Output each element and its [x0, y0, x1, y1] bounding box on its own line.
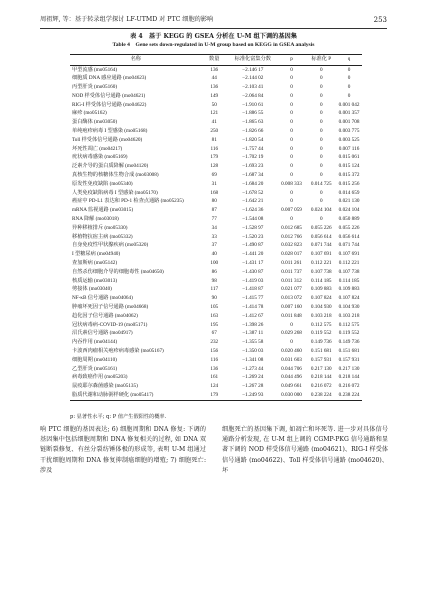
cell-count: 179 — [210, 391, 219, 398]
cell-nes: −1.687 34 — [242, 172, 264, 179]
cell-count: 116 — [210, 356, 219, 363]
cell-q: 0.151 681 — [338, 348, 360, 354]
table-header-row — [70, 55, 362, 66]
cell-p: 0.044 706 — [281, 365, 302, 372]
cell-q: 0.014 659 — [338, 189, 360, 196]
cell-nes: −1.350 03 — [242, 348, 264, 354]
cell-fdr: 0.109 883 — [310, 286, 332, 293]
cell-nes: −1.269 24 — [242, 374, 264, 381]
table-row — [70, 285, 362, 294]
col-header-nes: 标准化富集分数 — [234, 56, 271, 63]
cell-name: 细胞质 DNA 感应通路 (mo04623) — [72, 75, 147, 82]
cell-count: 156 — [210, 348, 219, 354]
cell-q: 0.149 736 — [338, 339, 360, 346]
cell-q: 0.107 824 — [338, 295, 360, 302]
cell-name: 沼氏素信号通路 (mo04917) — [72, 330, 133, 337]
cell-nes: −1.642 21 — [242, 198, 264, 205]
cell-q: 0.001 357 — [338, 110, 360, 117]
table-row — [70, 347, 362, 356]
cell-count: 121 — [210, 110, 219, 117]
cell-fdr: 0.024 104 — [310, 207, 332, 214]
cell-name: 病毒致癌作用 (mo05203) — [72, 374, 128, 381]
cell-count: 250 — [210, 128, 219, 135]
col-header-q: q — [347, 56, 351, 63]
cell-q: 0.103 218 — [338, 312, 360, 319]
table-row — [70, 180, 362, 189]
cell-p: 0 — [290, 84, 293, 91]
table-row — [70, 365, 362, 374]
cell-count: 33 — [211, 233, 217, 240]
cell-count: 86 — [211, 268, 217, 275]
cell-nes: −1.414 78 — [242, 304, 264, 311]
cell-count: 136 — [210, 84, 219, 91]
table-row — [70, 171, 362, 180]
cell-q: 0.114 185 — [338, 277, 360, 284]
cell-p: 0.030 000 — [281, 391, 302, 398]
table-caption-en: Table 4 Gene sets down-regulated in U-M group based on KEGG in GSEA analysis — [112, 42, 315, 48]
table-row — [70, 153, 362, 162]
cell-fdr: 0.056 614 — [310, 233, 332, 240]
cell-fdr: 0.107 738 — [310, 268, 332, 275]
cell-name: 乙型肝炎 (mo05161) — [72, 365, 118, 372]
cell-name: I 型糖尿病 (mo04940) — [72, 251, 121, 258]
cell-name: RIG-I 样受体信号通路 (mo04622) — [72, 101, 147, 108]
table-row — [70, 233, 362, 242]
table-row — [70, 250, 362, 259]
cell-q: 0.015 372 — [338, 172, 360, 179]
cell-count: 195 — [210, 321, 219, 328]
cell-fdr: 0 — [319, 92, 323, 99]
table-row — [70, 356, 362, 365]
cell-fdr: 0.055 226 — [310, 224, 332, 231]
cell-p: 0 — [290, 189, 293, 196]
cell-nes: −1.415 77 — [242, 295, 264, 302]
cell-p: 0.032 823 — [281, 242, 302, 249]
cell-name: 泛素介导的蛋白质降解 (mo04120) — [72, 163, 149, 170]
cell-name: 脂质代谢和动脉粥样硬化 (mo05417) — [72, 391, 154, 398]
table-row — [70, 224, 362, 233]
table-row — [70, 92, 362, 101]
table-note: p: 显著性水平; q: P 值产生假阳性的概率. — [70, 414, 167, 420]
cell-nes: −1.528 97 — [242, 224, 264, 231]
col-header-p: p — [290, 56, 293, 63]
cell-fdr: 0.119 552 — [310, 330, 332, 337]
cell-q: 0.050 889 — [338, 216, 360, 223]
cell-fdr: 0.238 224 — [310, 391, 332, 398]
cell-count: 163 — [210, 312, 219, 319]
cell-p: 0.007 059 — [281, 207, 302, 214]
cell-count: 136 — [210, 365, 219, 372]
cell-nes: −1.678 52 — [242, 189, 264, 196]
cell-nes: −1.820 54 — [242, 136, 264, 143]
cell-fdr: 0.217 130 — [310, 365, 332, 372]
cell-p: 0.020 460 — [281, 348, 302, 354]
cell-q: 0.003 775 — [338, 128, 360, 135]
cell-p: 0 — [290, 101, 293, 108]
cell-name: 肿瘤坏死因子信号通路 (mo04668) — [72, 304, 149, 311]
cell-count: 168 — [210, 189, 219, 196]
cell-p: 0.012 685 — [281, 224, 302, 231]
cell-fdr: 0.014 725 — [310, 180, 332, 187]
cell-count: 105 — [210, 304, 219, 311]
table-row — [70, 118, 362, 127]
cell-nes: −1.520 23 — [242, 233, 264, 240]
table-row — [70, 127, 362, 136]
gsea-table — [70, 54, 362, 401]
cell-fdr: 0 — [319, 154, 323, 161]
cell-count: 161 — [210, 374, 219, 381]
cell-count: 67 — [211, 330, 217, 337]
cell-q: 0.001 042 — [338, 101, 360, 108]
table-row — [70, 197, 362, 206]
cell-name: 核质运输 (mo03013) — [72, 277, 118, 284]
cell-count: 34 — [211, 224, 217, 231]
table-row — [70, 65, 362, 74]
table-row — [70, 277, 362, 286]
cell-p: 0 — [290, 216, 293, 223]
cell-q: 0.216 072 — [338, 383, 360, 390]
cell-q: 0 — [347, 66, 351, 73]
cell-name: 坏死性凋亡 (mo04217) — [72, 145, 123, 152]
cell-nes: −1.249 93 — [242, 391, 264, 398]
cell-name: 蛋白酶体 (mo03050) — [72, 119, 118, 126]
cell-p: 0 — [290, 66, 293, 73]
cell-name: 细胞周期 (mo04110) — [72, 356, 117, 363]
cell-p: 0 — [290, 145, 293, 152]
cell-q: 0.015 061 — [338, 154, 360, 161]
cell-p: 0.029 268 — [281, 330, 302, 337]
cell-q: 0.015 124 — [338, 163, 360, 170]
cell-q: 0.104 930 — [338, 304, 360, 311]
cell-nes: −1.702 19 — [242, 154, 264, 161]
table-row — [70, 206, 362, 215]
cell-count: 90 — [211, 295, 217, 302]
body-column-right: 细胞死亡的基因集下调, 如凋亡和坏死等. 进一步对具体信号通路分析发现, 在 U-M 组上调的 CGMP-PKG 信号通路和显著下调的 NOD 样受体信号通路 (mo04621)、RIG-I 样受体信号通路 (mo04622)、Toll 样受体信号通路 (mo04620)、坏 — [222, 426, 388, 474]
cell-nes: −1.910 61 — [242, 101, 264, 108]
cell-count: 77 — [211, 216, 217, 223]
cell-q: 0.055 226 — [338, 224, 360, 231]
cell-nes: −2.146 17 — [242, 66, 264, 73]
cell-q: 0.003 525 — [338, 136, 360, 143]
cell-q: 0 — [347, 75, 351, 82]
table-row — [70, 382, 362, 391]
cell-name: RNA 降解 (mo03018) — [72, 216, 119, 223]
table-row — [70, 373, 362, 382]
cell-q: 0.112 221 — [338, 260, 360, 267]
cell-name: NOD 样受体信号通路 (mo04621) — [72, 92, 146, 99]
running-title: 周祖辉, 等：基于转录组学探讨 LF-UTMD 对 PTC 细胞的影响 — [40, 16, 214, 23]
cell-name: 内吞作用 (mo04144) — [72, 339, 118, 346]
cell-q: 0.109 883 — [338, 286, 360, 293]
cell-nes: −1.273 44 — [242, 365, 264, 372]
cell-nes: −1.693 23 — [242, 163, 264, 170]
cell-nes: −1.430 87 — [242, 268, 264, 275]
cell-count: 98 — [211, 277, 217, 284]
cell-fdr: 0 — [319, 216, 323, 223]
table-row — [70, 162, 362, 171]
cell-fdr: 0 — [319, 66, 323, 73]
cell-count: 232 — [210, 339, 219, 346]
cell-count: 124 — [210, 383, 219, 390]
cell-nes: −1.267 28 — [242, 383, 264, 390]
cell-q: 0.001 708 — [338, 119, 360, 126]
body-column-left: 响 PTC 细胞的基因表达; 6) 细胞周期和 DNA 修复: 下调的基因集中包括细胞周期和 DNA 修复相关的过程, 如 DNA 双链断裂修复、有丝分裂纺锤体极的形成等, 表明 U-M 组通过干扰细胞周期和 DNA 修复抑制癌细胞的增殖; 7) 细胞死亡: 涉及 — [40, 426, 206, 474]
cell-p: 0.008 333 — [281, 180, 302, 187]
cell-count: 69 — [211, 172, 217, 179]
cell-count: 44 — [211, 75, 217, 82]
cell-name: 移植物抗宿主病 (mo05332) — [72, 233, 133, 240]
header-rule — [40, 28, 387, 29]
cell-name: 麻疹 (mo05162) — [72, 110, 107, 117]
cell-p: 0.011 312 — [281, 277, 302, 284]
cell-nes: −1.341 08 — [242, 356, 264, 363]
cell-count: 116 — [210, 145, 219, 152]
cell-name: NF-κB 信号通路 (mo04064) — [72, 295, 133, 302]
cell-p: 0 — [290, 198, 293, 205]
cell-p: 0 — [290, 163, 293, 170]
cell-name: 丙型肝炎 (mo05160) — [72, 84, 118, 91]
col-header-fdr: 标准化 P — [311, 56, 332, 63]
table-row — [70, 294, 362, 303]
cell-count: 37 — [211, 242, 217, 249]
cell-nes: −1.757 44 — [242, 145, 264, 152]
cell-p: 0.012 766 — [281, 233, 302, 240]
cell-nes: −1.886 55 — [242, 110, 264, 117]
cell-nes: −1.826 66 — [242, 128, 264, 135]
cell-q: 0.024 104 — [338, 207, 360, 214]
cell-count: 136 — [210, 66, 219, 73]
cell-p: 0 — [290, 110, 293, 117]
table-row — [70, 338, 362, 347]
cell-p: 0 — [290, 119, 293, 126]
cell-fdr: 0 — [319, 136, 323, 143]
cell-p: 0 — [290, 136, 293, 143]
cell-p: 0.044 496 — [281, 374, 302, 381]
cell-q: 0 — [347, 84, 351, 91]
table-row — [70, 215, 362, 224]
cell-count: 149 — [210, 92, 219, 99]
cell-p: 0.049 661 — [281, 383, 302, 390]
cell-q: 0.015 256 — [338, 180, 360, 187]
cell-fdr: 0 — [319, 198, 323, 205]
cell-name: 卡波西肉瘤相关疱疹病毒感染 (mo05167) — [72, 348, 164, 354]
cell-fdr: 0.149 736 — [310, 339, 332, 346]
cell-count: 179 — [210, 154, 219, 161]
cell-count: 31 — [211, 180, 217, 187]
table-row — [70, 259, 362, 268]
cell-nes: −1.387 11 — [242, 330, 264, 337]
cell-count: 50 — [211, 101, 217, 108]
cell-fdr: 0.071 744 — [310, 242, 332, 249]
cell-name: 自身免疫性甲状腺疾病 (mo05320) — [72, 242, 149, 249]
cell-p: 0 — [290, 154, 293, 161]
cell-nes: −2.064 84 — [242, 92, 264, 99]
cell-q: 0.056 614 — [338, 233, 360, 240]
cell-name: mRNA 监视通路 (mo03015) — [72, 207, 134, 214]
table-row — [70, 312, 362, 321]
cell-fdr: 0.112 221 — [310, 260, 332, 267]
cell-fdr: 0 — [319, 101, 323, 108]
cell-nes: −2.103 41 — [242, 84, 264, 91]
cell-count: 100 — [210, 260, 219, 267]
cell-fdr: 0 — [319, 163, 323, 170]
cell-fdr: 0.157 931 — [310, 356, 332, 363]
table-row — [70, 74, 362, 83]
cell-nes: −1.355 58 — [242, 339, 264, 346]
cell-nes: −1.624 36 — [242, 207, 264, 214]
table-body — [70, 65, 362, 400]
table-row — [70, 136, 362, 145]
cell-name: Toll 样受体信号通路 (mo04620) — [72, 136, 143, 143]
cell-q: 0.071 744 — [338, 242, 360, 249]
cell-q: 0.107 738 — [338, 268, 360, 275]
cell-nes: −1.398 26 — [242, 321, 264, 328]
table-row — [70, 321, 362, 330]
table-row — [70, 241, 362, 250]
table-row — [70, 101, 362, 110]
cell-p: 0.011 848 — [281, 312, 302, 319]
cell-count: 41 — [211, 119, 217, 126]
table-row — [70, 189, 362, 198]
cell-name: 人类免疫缺陷病毒 I 型感染 (mo05170) — [72, 189, 158, 196]
cell-name: 自然杀伤细胞介导的细胞毒性 (mo04650) — [72, 268, 164, 275]
cell-count: 81 — [211, 136, 217, 143]
cell-p: 0 — [290, 172, 293, 179]
cell-name: 真核生物的核糖体生物合成 (mo03008) — [72, 172, 159, 179]
cell-nes: −1.431 17 — [242, 260, 264, 267]
cell-fdr: 0.151 681 — [310, 348, 332, 354]
cell-name: 原发性免疫缺陷 (mo05340) — [72, 180, 133, 187]
cell-fdr: 0 — [319, 172, 323, 179]
cell-fdr: 0.107 691 — [310, 251, 332, 258]
cell-nes: −1.419 03 — [242, 277, 264, 284]
cell-q: 0.119 552 — [338, 330, 360, 337]
cell-name: 剪接体 (mo03040) — [72, 286, 112, 293]
cell-p: 0 — [290, 339, 293, 346]
cell-fdr: 0.114 185 — [310, 277, 332, 284]
cell-p: 0.028 017 — [281, 251, 302, 258]
table-row — [70, 83, 362, 92]
cell-p: 0.011 261 — [281, 260, 302, 267]
cell-p: 0.007 160 — [281, 304, 302, 311]
cell-count: 80 — [211, 198, 217, 205]
cell-count: 128 — [210, 163, 219, 170]
cell-name: 冠状病毒病-COVID-19 (mo05171) — [72, 321, 148, 328]
cell-fdr: 0.103 218 — [310, 312, 332, 319]
cell-name: 异种移植排斥 (mo05330) — [72, 224, 128, 231]
cell-p: 0.013 072 — [281, 295, 302, 302]
cell-q: 0.217 130 — [338, 365, 360, 372]
cell-name: 癌症中 PD-L1 表达和 PD-1 检查点通路 (mo05235) — [72, 198, 184, 205]
cell-name: 疣状病毒感染 (mo05169) — [72, 154, 128, 161]
cell-fdr: 0 — [319, 145, 323, 152]
cell-fdr: 0.218 144 — [310, 374, 332, 381]
cell-p: 0.031 603 — [281, 356, 302, 363]
cell-q: 0.238 224 — [338, 391, 360, 398]
cell-q: 0.218 144 — [338, 374, 360, 381]
cell-name: 趋化因子信号通路 (mo04062) — [72, 312, 138, 319]
cell-fdr: 0 — [319, 110, 323, 117]
cell-nes: −2.144 02 — [242, 75, 264, 82]
cell-fdr: 0 — [319, 75, 323, 82]
cell-nes: −1.544 08 — [242, 216, 264, 223]
table-row — [70, 109, 362, 118]
cell-nes: −1.865 63 — [242, 119, 264, 126]
cell-count: 117 — [210, 286, 219, 293]
cell-name: 鼠疫耶尔森菌感染 (mo05135) — [72, 383, 138, 390]
col-header-name: 名称 — [130, 56, 141, 63]
cell-name: 查加斯病 (mo05142) — [72, 260, 118, 267]
cell-nes: −1.684 20 — [242, 180, 264, 187]
cell-p: 0.011 737 — [281, 268, 302, 275]
cell-count: 87 — [211, 207, 217, 214]
cell-p: 0.021 077 — [281, 286, 302, 293]
cell-fdr: 0.216 072 — [310, 383, 332, 390]
cell-name: 单纯疱疹病毒 I 型感染 (mo05168) — [72, 128, 148, 135]
cell-fdr: 0.112 575 — [310, 321, 332, 328]
cell-p: 0 — [290, 75, 293, 82]
table-row — [70, 268, 362, 277]
cell-nes: −1.418 87 — [242, 286, 264, 293]
cell-p: 0 — [290, 321, 293, 328]
cell-nes: −1.412 67 — [242, 312, 264, 319]
cell-fdr: 0 — [319, 84, 323, 91]
cell-p: 0 — [290, 128, 293, 135]
table-row — [70, 391, 362, 400]
cell-fdr: 0 — [319, 119, 323, 126]
cell-name: 甲型流感 (mo05164) — [72, 66, 118, 73]
cell-q: 0.021 130 — [338, 198, 360, 205]
table-row — [70, 303, 362, 312]
running-header — [40, 14, 387, 26]
col-header-count: 数量 — [209, 56, 220, 63]
cell-p: 0 — [290, 92, 293, 99]
cell-fdr: 0.107 824 — [310, 295, 332, 302]
page-number: 253 — [373, 16, 387, 24]
table-row — [70, 145, 362, 154]
cell-fdr: 0 — [319, 189, 323, 196]
cell-count: 40 — [211, 251, 217, 258]
cell-q: 0.112 575 — [338, 321, 360, 328]
cell-q: 0.007 116 — [338, 145, 360, 152]
cell-nes: −1.490 87 — [242, 242, 264, 249]
cell-fdr: 0.104 930 — [310, 304, 332, 311]
table-caption-zh: 表 4 基于 KEGG 的 GSEA 分析在 U-M 组下调的基因集 — [130, 33, 297, 40]
cell-nes: −1.441 20 — [242, 251, 264, 258]
cell-q: 0 — [347, 92, 351, 99]
cell-fdr: 0 — [319, 128, 323, 135]
cell-q: 0.157 931 — [338, 356, 360, 363]
table-row — [70, 329, 362, 338]
cell-q: 0.107 691 — [338, 251, 360, 258]
